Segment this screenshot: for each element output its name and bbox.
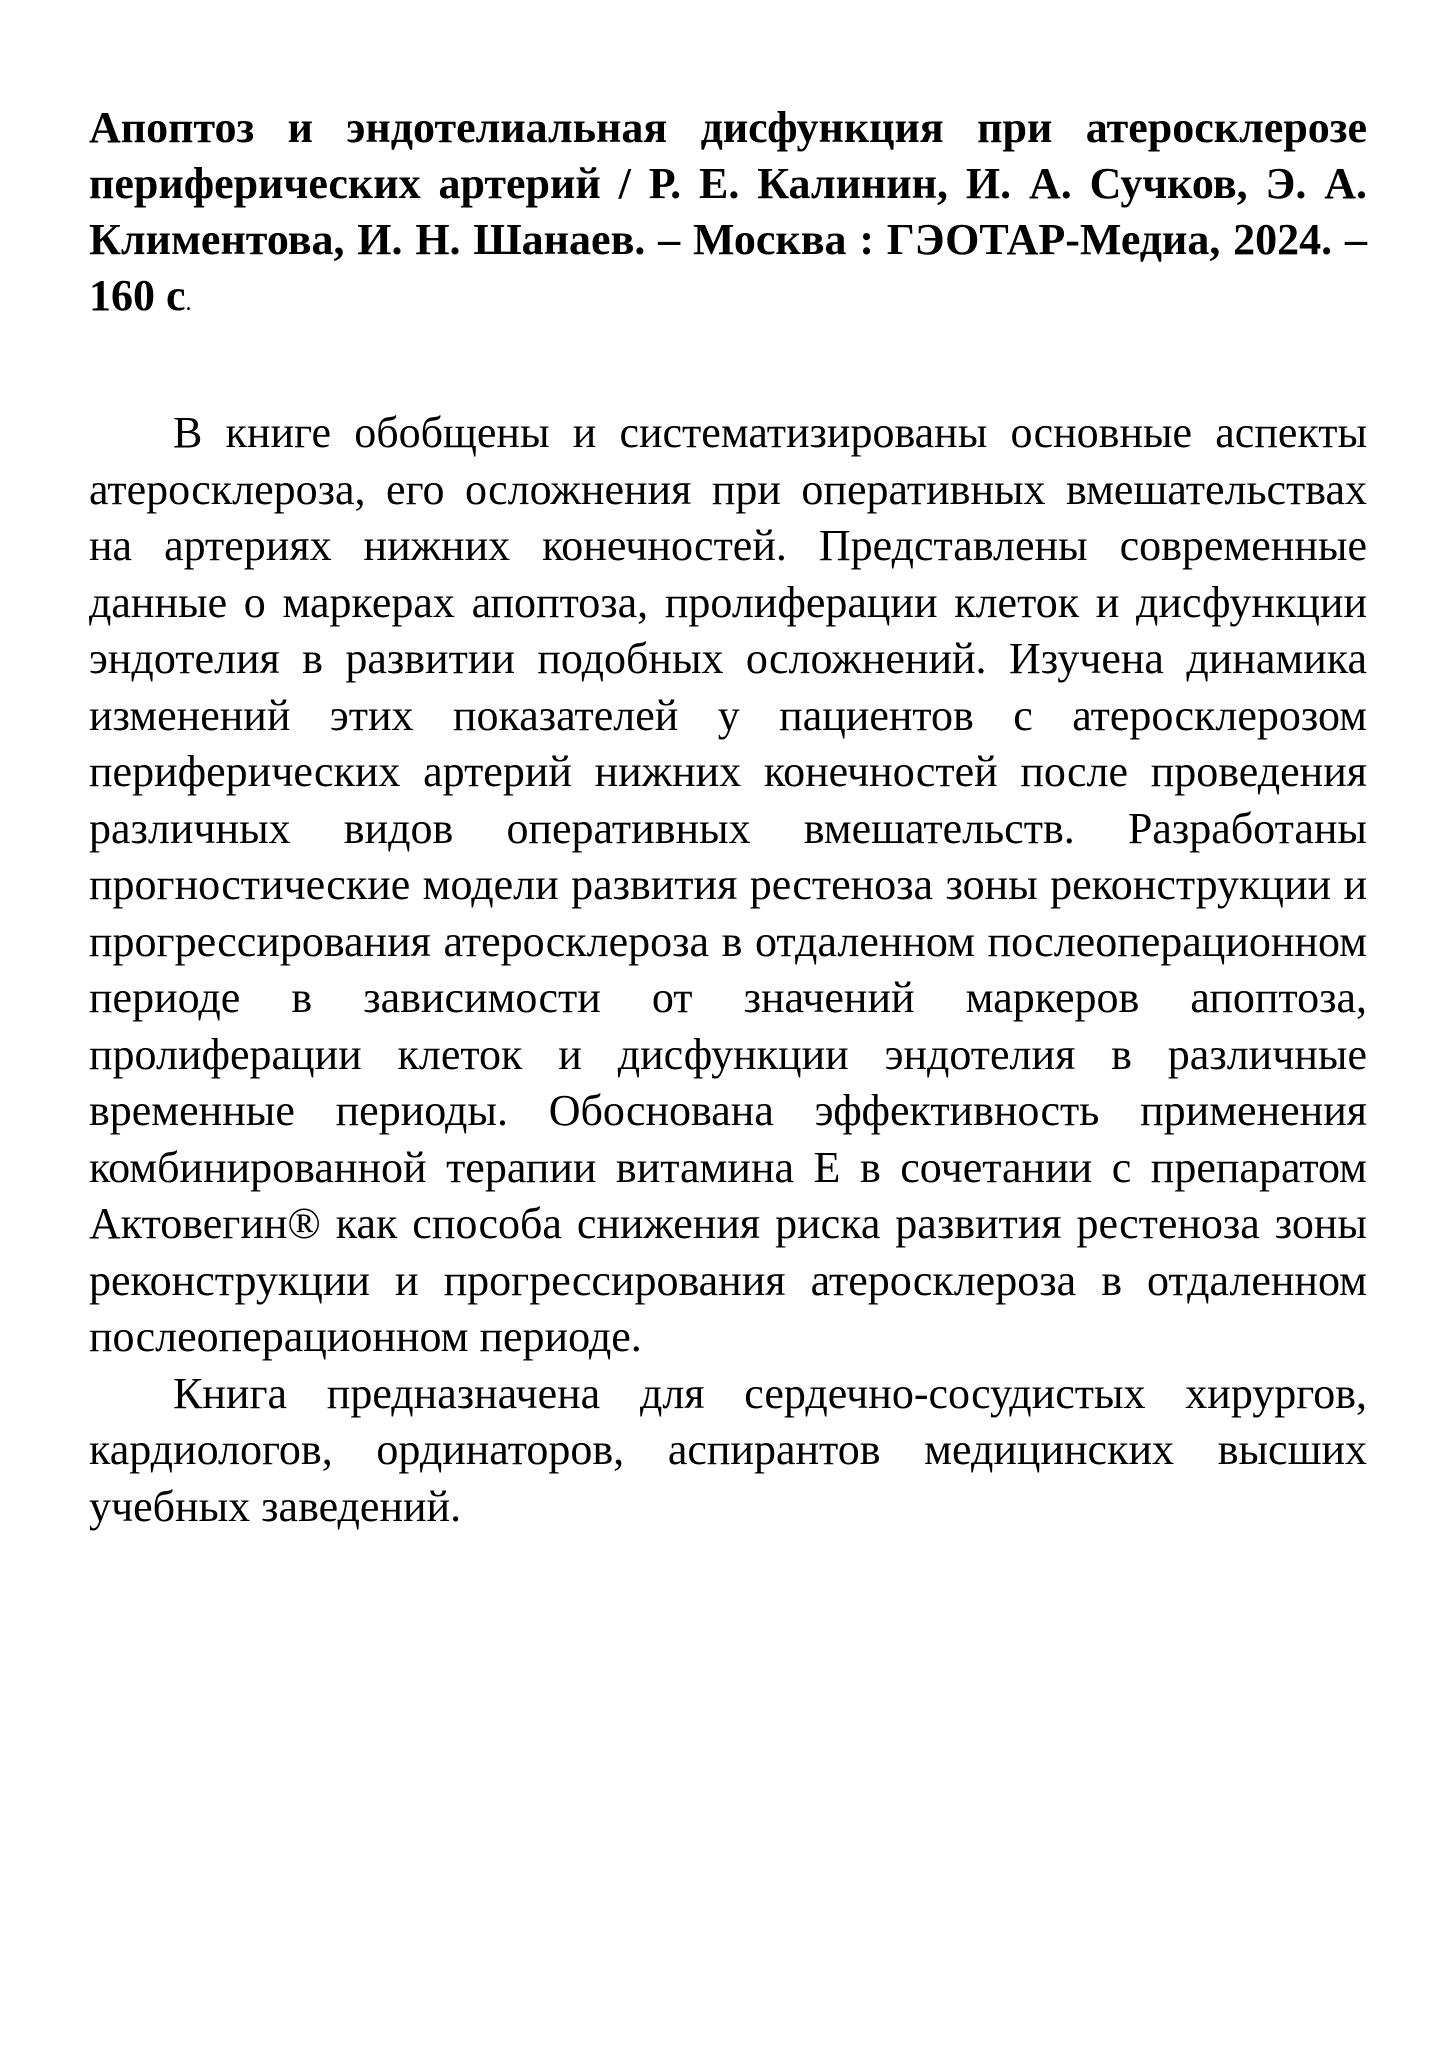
citation-end-dot: . xyxy=(185,290,192,316)
abstract xyxy=(89,405,1367,1535)
abstract-paragraph-2: Книга предназначена для сердечно-сосудистых хирургов, кардиологов, ординаторов, аспирантов медицинских высших учебных заведений. xyxy=(89,1368,1367,1531)
abstract-paragraph-1: В книге обобщены и систематизированы основные аспекты атеросклероза, его осложнения при оперативных вмешательствах на артериях нижних конечностей. Представлены современные данные о маркерах апоптоза, пролиферации клеток и дисфункции эндотелия в развитии подобных осложнений. Изучена динамика изменений этих показателей у пациентов с атеросклерозом периферических артерий нижних конечностей после проведения различных видов оперативных вмешательств. Разработаны прогностические модели развития рестеноза зоны реконструкции и прогрессирования атеросклероза в отдаленном послеоперационном периоде в зависимости от значений маркеров апоптоза, пролиферации клеток и дисфункции эндотелия в различные временные периоды. Обоснована эффективность применения комбинированной терапии витамина Е в сочетании с препаратом Актовегин® как способа снижения риска развития рестеноза зоны реконструкции и прогрессирования атеросклероза в отдаленном послеоперационном периоде. xyxy=(89,408,1367,1361)
citation-title xyxy=(89,100,1367,331)
citation-text: Апоптоз и эндотелиальная дисфункция при атеросклерозе периферических артерий / Р. Е. Калинин, И. А. Сучков, Э. А. Климентова, И. Н. Шанаев. – Москва : ГЭОТАР-Медиа, 2024. – 160 с xyxy=(89,103,1367,320)
document-page xyxy=(89,100,1367,1535)
